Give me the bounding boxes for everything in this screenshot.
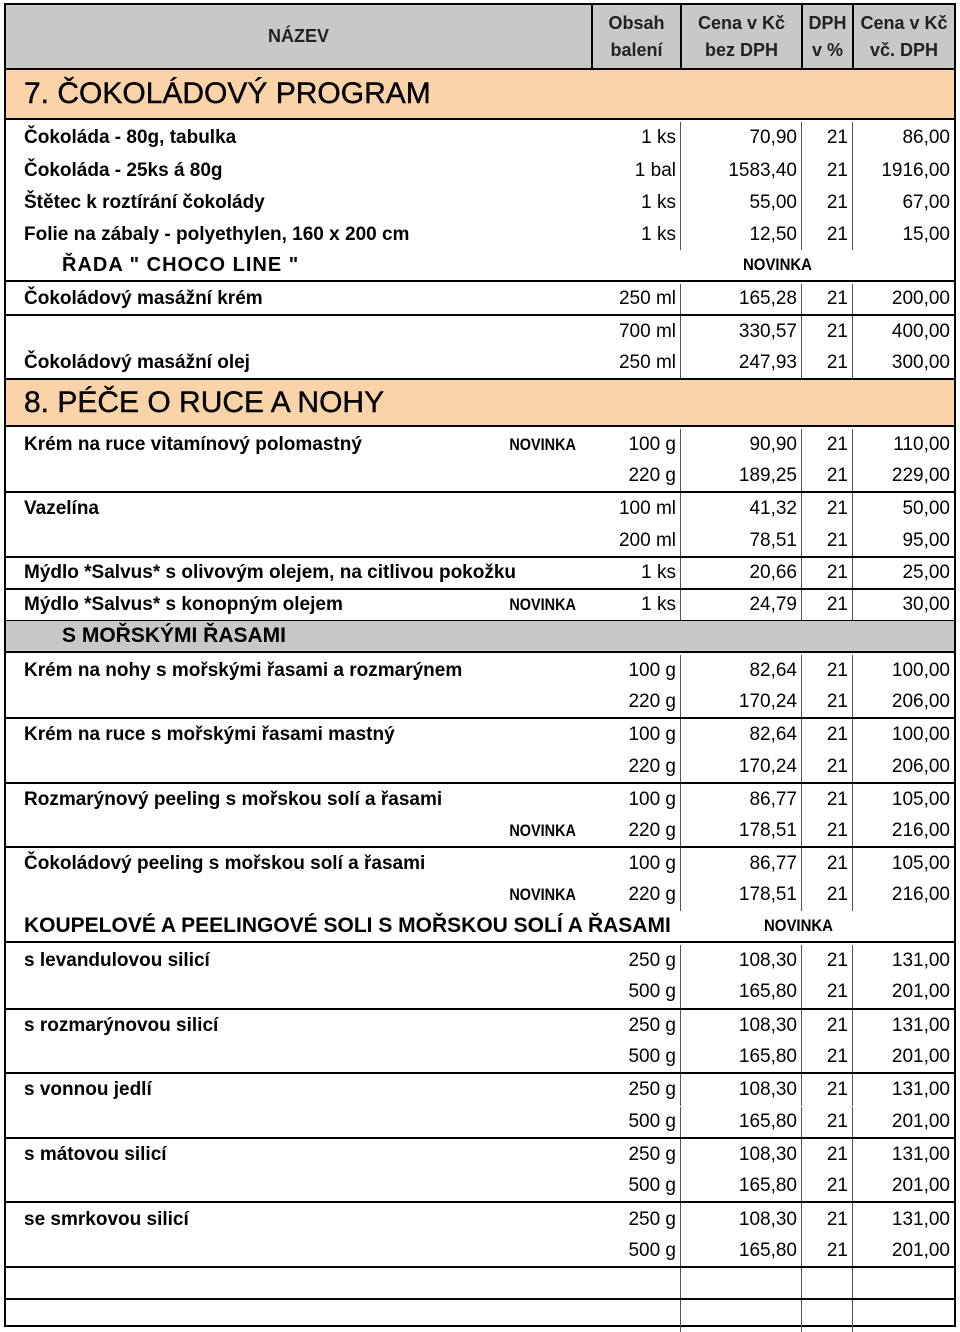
price-gross: 131,00 — [891, 1014, 950, 1036]
price-net: 165,80 — [682, 977, 802, 1007]
price-gross: 300,00 — [891, 352, 950, 373]
section-7-heading — [6, 70, 954, 120]
price-gross: 131,00 — [891, 1143, 950, 1165]
table-row — [6, 977, 954, 1009]
item-name: Krém na nohy s mořskými řasami a rozmarýnem — [24, 660, 463, 682]
table-row — [6, 1203, 954, 1235]
table-row — [6, 1268, 954, 1300]
package-size: 1 ks — [593, 187, 681, 220]
package-size: 100 g — [593, 848, 681, 880]
price-net: 86,77 — [682, 784, 802, 816]
table-row — [6, 945, 954, 977]
price-net: 108,30 — [682, 1010, 802, 1042]
vat-rate: 21 — [803, 526, 853, 556]
vat-rate: 21 — [803, 1236, 853, 1266]
package-size — [593, 1300, 681, 1332]
price-net — [682, 1268, 802, 1298]
vat-rate: 21 — [803, 1010, 853, 1042]
price-net: 78,51 — [682, 526, 802, 556]
vat-rate: 21 — [803, 687, 853, 717]
bath-salts-heading — [6, 911, 954, 943]
price-gross: 100,00 — [891, 660, 950, 682]
price-gross: 201,00 — [891, 1239, 950, 1261]
price-net: 165,80 — [682, 1107, 802, 1137]
novinka-badge — [474, 220, 576, 251]
package-size: 250 ml — [593, 284, 681, 314]
price-gross: 131,00 — [891, 1079, 950, 1101]
table-row — [6, 1171, 954, 1203]
price-net: 20,66 — [682, 558, 802, 588]
novinka-badge — [474, 1139, 576, 1171]
vat-rate: 21 — [803, 1074, 853, 1106]
price-net: 178,51 — [682, 816, 802, 846]
table-row — [6, 719, 954, 751]
package-size: 250 ml — [593, 348, 681, 378]
item-name: Čokoládový masážní krém — [24, 288, 263, 309]
table-row — [6, 220, 954, 253]
package-size: 500 g — [593, 1171, 681, 1201]
price-net: 24,79 — [682, 590, 802, 620]
vat-rate: 21 — [803, 429, 853, 461]
novinka-badge — [474, 187, 576, 220]
novinka-badge: NOVINKA — [509, 435, 576, 455]
package-size: 250 g — [593, 1139, 681, 1171]
vat-rate: 21 — [803, 1139, 853, 1171]
table-row — [6, 155, 954, 188]
novinka-badge — [474, 122, 576, 155]
section-title: 7. ČOKOLÁDOVÝ PROGRAM — [24, 77, 431, 110]
price-gross — [854, 1268, 954, 1298]
table-row — [6, 558, 954, 590]
price-net: 170,24 — [682, 752, 802, 782]
price-net: 70,90 — [682, 122, 802, 155]
table-row — [6, 187, 954, 220]
price-gross: 100,00 — [891, 724, 950, 746]
vat-rate: 21 — [803, 719, 853, 751]
price-gross: 229,00 — [891, 465, 950, 487]
price-gross: 131,00 — [891, 950, 950, 972]
price-net: 170,24 — [682, 687, 802, 717]
table-row — [6, 1042, 954, 1074]
vat-rate: 21 — [803, 590, 853, 620]
novinka-badge — [474, 558, 576, 588]
package-size: 200 ml — [593, 526, 681, 556]
novinka-badge: NOVINKA — [743, 255, 812, 274]
price-gross: 216,00 — [891, 820, 950, 842]
novinka-badge — [474, 945, 576, 977]
package-size: 220 g — [593, 461, 681, 491]
vat-rate: 21 — [803, 187, 853, 220]
novinka-badge — [474, 1010, 576, 1042]
price-gross: 201,00 — [891, 1175, 950, 1197]
package-size: 500 g — [593, 977, 681, 1007]
price-gross: 206,00 — [891, 691, 950, 713]
table-row — [6, 526, 954, 558]
price-list-sheet — [4, 3, 956, 1327]
price-net: 86,77 — [682, 848, 802, 880]
novinka-badge — [474, 1074, 576, 1106]
table-row — [6, 1139, 954, 1171]
price-net — [682, 1300, 802, 1332]
package-size: 1 ks — [593, 590, 681, 620]
novinka-badge — [474, 655, 576, 687]
novinka-badge — [474, 1107, 576, 1137]
vat-rate: 21 — [803, 1171, 853, 1201]
novinka-badge — [474, 1300, 576, 1332]
package-size — [593, 1268, 681, 1298]
item-name: Mýdlo *Salvus* s olivovým olejem, na citlivou pokožku — [24, 561, 517, 583]
vat-rate: 21 — [803, 493, 853, 525]
package-size: 1 ks — [593, 558, 681, 588]
package-size: 100 g — [593, 429, 681, 461]
item-name: Krém na ruce vitamínový polomastný — [24, 434, 362, 456]
vat-rate: 21 — [803, 316, 853, 348]
vat-rate — [803, 1268, 853, 1298]
item-name: s mátovou silicí — [24, 1143, 167, 1165]
novinka-badge — [474, 784, 576, 816]
table-row — [6, 1236, 954, 1268]
vat-rate: 21 — [803, 945, 853, 977]
novinka-badge — [474, 461, 576, 491]
novinka-badge — [474, 1236, 576, 1266]
vat-rate: 21 — [803, 558, 853, 588]
novinka-badge — [474, 1203, 576, 1235]
vat-rate — [803, 1300, 853, 1332]
table-row — [6, 752, 954, 784]
package-size: 1 ks — [593, 122, 681, 155]
table-row — [6, 348, 954, 380]
vat-rate: 21 — [803, 848, 853, 880]
price-net: 165,80 — [682, 1042, 802, 1072]
price-gross: 206,00 — [891, 755, 950, 777]
vat-rate: 21 — [803, 284, 853, 314]
package-size: 1 ks — [593, 220, 681, 251]
vat-rate: 21 — [803, 1107, 853, 1137]
price-net: 90,90 — [682, 429, 802, 461]
price-gross: 201,00 — [891, 1046, 950, 1068]
novinka-badge — [474, 493, 576, 525]
price-gross: 95,00 — [902, 529, 950, 551]
table-row — [6, 880, 954, 912]
price-gross: 200,00 — [891, 288, 950, 309]
novinka-badge — [474, 526, 576, 556]
price-net: 41,32 — [682, 493, 802, 525]
item-name: Krém na ruce s mořskými řasami mastný — [24, 724, 395, 746]
price-gross: 201,00 — [891, 981, 950, 1003]
price-net: 165,80 — [682, 1236, 802, 1266]
price-net: 247,93 — [682, 348, 802, 378]
novinka-badge — [474, 752, 576, 782]
item-name: s vonnou jedlí — [24, 1079, 152, 1101]
subsection-title: S MOŘSKÝMI ŘASAMI — [62, 624, 287, 647]
price-gross: 216,00 — [891, 884, 950, 906]
price-net: 1583,40 — [682, 155, 802, 188]
table-row — [6, 284, 954, 316]
table-row — [6, 590, 954, 622]
price-gross: 50,00 — [902, 498, 950, 520]
package-size: 220 g — [593, 880, 681, 910]
package-size: 220 g — [593, 687, 681, 717]
package-size: 500 g — [593, 1236, 681, 1266]
table-row — [6, 1010, 954, 1042]
item-name: se smrkovou silicí — [24, 1208, 189, 1230]
vat-rate: 21 — [803, 816, 853, 846]
header-price-gross: Cena v Kč vč. DPH — [860, 12, 948, 60]
price-gross: 30,00 — [902, 594, 950, 616]
price-gross: 131,00 — [891, 1208, 950, 1230]
vat-rate: 21 — [803, 220, 853, 251]
package-size: 250 g — [593, 945, 681, 977]
table-row — [6, 1107, 954, 1139]
novinka-badge — [474, 316, 576, 348]
price-net: 55,00 — [682, 187, 802, 220]
sea-algae-heading — [6, 621, 954, 653]
item-name: Čokoládový masážní olej — [24, 352, 250, 373]
package-size: 100 g — [593, 719, 681, 751]
package-size: 220 g — [593, 752, 681, 782]
item-name: Čokoláda - 80g, tabulka — [24, 127, 237, 149]
vat-rate: 21 — [803, 461, 853, 491]
table-row — [6, 493, 954, 525]
vat-rate: 21 — [803, 122, 853, 155]
novinka-badge: NOVINKA — [509, 885, 576, 905]
price-gross: 201,00 — [891, 1110, 950, 1132]
vat-rate: 21 — [803, 784, 853, 816]
novinka-badge: NOVINKA — [509, 595, 576, 615]
package-size: 250 g — [593, 1074, 681, 1106]
price-gross: 25,00 — [902, 561, 950, 583]
item-name: s rozmarýnovou silicí — [24, 1014, 219, 1036]
price-gross: 400,00 — [891, 321, 950, 342]
price-net: 108,30 — [682, 1074, 802, 1106]
novinka-badge — [474, 719, 576, 751]
item-name: s levandulovou silicí — [24, 950, 210, 972]
item-name: Štětec k roztírání čokolády — [24, 192, 265, 214]
novinka-badge — [474, 348, 576, 378]
item-name: Mýdlo *Salvus* s konopným olejem — [24, 594, 343, 616]
price-net: 165,80 — [682, 1171, 802, 1201]
price-net: 330,57 — [682, 316, 802, 348]
novinka-badge — [474, 848, 576, 880]
price-net: 189,25 — [682, 461, 802, 491]
package-size: 220 g — [593, 816, 681, 846]
vat-rate: 21 — [803, 348, 853, 378]
package-size: 100 g — [593, 655, 681, 687]
price-net: 108,30 — [682, 1203, 802, 1235]
novinka-badge — [474, 155, 576, 188]
package-size: 100 ml — [593, 493, 681, 525]
item-name: Folie na zábaly - polyethylen, 160 x 200 cm — [24, 223, 410, 245]
header-name: NÁZEV — [6, 5, 593, 68]
table-header — [6, 5, 954, 70]
vat-rate: 21 — [803, 1042, 853, 1072]
novinka-badge: NOVINKA — [509, 821, 576, 841]
subsection-title: ŘADA " CHOCO LINE " — [62, 253, 300, 276]
table-row — [6, 122, 954, 155]
price-gross: 105,00 — [891, 788, 950, 810]
novinka-badge — [474, 1171, 576, 1201]
vat-rate: 21 — [803, 880, 853, 910]
section-8-heading — [6, 380, 954, 427]
table-row — [6, 461, 954, 493]
table-row — [6, 316, 954, 348]
package-size: 250 g — [593, 1010, 681, 1042]
item-name: Čokoláda - 25ks á 80g — [24, 159, 223, 181]
item-name: Rozmarýnový peeling s mořskou solí a řasami — [24, 788, 443, 810]
table-row — [6, 816, 954, 848]
price-net: 82,64 — [682, 655, 802, 687]
item-name: Vazelína — [24, 498, 99, 520]
novinka-badge — [474, 687, 576, 717]
table-row — [6, 687, 954, 719]
novinka-badge — [474, 284, 576, 314]
header-price-net: Cena v Kč bez DPH — [682, 5, 803, 68]
price-net: 108,30 — [682, 1139, 802, 1171]
subsection-title: KOUPELOVÉ A PEELINGOVÉ SOLI S MOŘSKOU SOLÍ A ŘASAMI — [24, 914, 671, 937]
vat-rate: 21 — [803, 155, 853, 188]
header-vat: DPH v % — [803, 5, 854, 68]
table-row — [6, 655, 954, 687]
price-gross: 105,00 — [891, 853, 950, 875]
vat-rate: 21 — [803, 752, 853, 782]
price-gross: 1916,00 — [881, 159, 950, 181]
table-row — [6, 1300, 954, 1332]
vat-rate: 21 — [803, 977, 853, 1007]
vat-rate: 21 — [803, 1203, 853, 1235]
price-gross: 15,00 — [902, 223, 950, 245]
price-net: 108,30 — [682, 945, 802, 977]
table-row — [6, 848, 954, 880]
novinka-badge — [474, 977, 576, 1007]
price-net: 82,64 — [682, 719, 802, 751]
table-row — [6, 1074, 954, 1106]
price-gross: 67,00 — [902, 192, 950, 214]
price-net: 165,28 — [682, 284, 802, 314]
choco-line-heading — [6, 250, 954, 282]
novinka-badge: NOVINKA — [764, 916, 833, 935]
novinka-badge — [474, 1042, 576, 1072]
vat-rate: 21 — [803, 655, 853, 687]
table-row — [6, 784, 954, 816]
price-gross — [854, 1300, 954, 1332]
item-name: Čokoládový peeling s mořskou solí a řasami — [24, 853, 426, 875]
package-size: 500 g — [593, 1042, 681, 1072]
package-size: 700 ml — [593, 316, 681, 348]
price-net: 12,50 — [682, 220, 802, 251]
package-size: 500 g — [593, 1107, 681, 1137]
header-package: Obsah balení — [593, 5, 682, 68]
novinka-badge — [474, 1268, 576, 1298]
package-size: 250 g — [593, 1203, 681, 1235]
section-title: 8. PÉČE O RUCE A NOHY — [24, 385, 385, 419]
price-gross: 110,00 — [893, 434, 950, 456]
price-net: 178,51 — [682, 880, 802, 910]
price-gross: 86,00 — [902, 127, 950, 149]
package-size: 1 bal — [593, 155, 681, 188]
table-row — [6, 429, 954, 461]
package-size: 100 g — [593, 784, 681, 816]
